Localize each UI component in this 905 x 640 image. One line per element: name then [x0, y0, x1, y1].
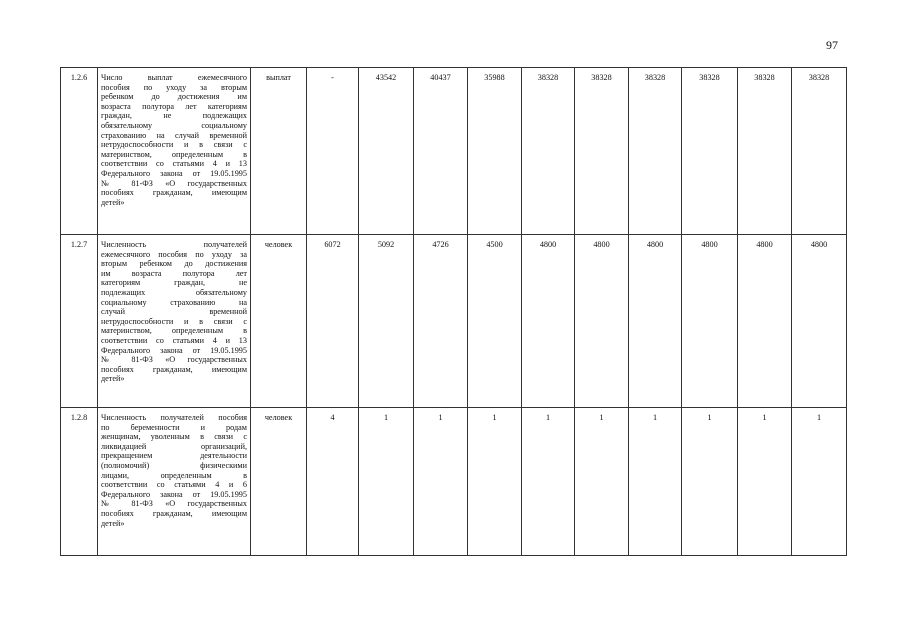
description-line: детей»	[101, 518, 125, 528]
description-line: ребенком до достижения им	[101, 92, 247, 102]
row-value-cell: 1	[522, 408, 575, 556]
row-value-cell: 38328	[629, 68, 682, 235]
row-value-cell: 4726	[414, 235, 468, 408]
description-line: женщинам, уволенным в связи с	[101, 432, 247, 442]
description-line: пособия по уходу за вторым	[101, 82, 247, 92]
row-value-cell: 1	[468, 408, 522, 556]
description-line: пособиях гражданам, имеющим	[101, 508, 247, 518]
row-value-cell: 6072	[307, 235, 359, 408]
row-unit: выплат	[251, 68, 307, 235]
row-value-cell: 1	[792, 408, 847, 556]
description-line: ежемесячного пособия по уходу за	[101, 249, 247, 259]
description-line: социальному страхованию на	[101, 297, 247, 307]
row-value-cell: 38328	[575, 68, 629, 235]
row-value-cell: -	[307, 68, 359, 235]
row-value-cell: 1	[738, 408, 792, 556]
row-value-cell: 4500	[468, 235, 522, 408]
description-line: пособиях гражданам, имеющим	[101, 188, 247, 198]
row-value-cell: 1	[575, 408, 629, 556]
description-line: Численность получателей пособия	[101, 413, 247, 422]
row-value-cell: 4800	[738, 235, 792, 408]
description-line: № 81-ФЗ «О государственных	[101, 178, 247, 188]
row-description	[98, 68, 251, 235]
description-line: ликвидацией организаций,	[101, 441, 247, 451]
row-value-cell: 4800	[682, 235, 738, 408]
row-value-cell: 1	[629, 408, 682, 556]
row-value-cell: 38328	[682, 68, 738, 235]
description-line: (полномочий) физическими	[101, 460, 247, 470]
row-value-cell: 40437	[414, 68, 468, 235]
row-value-cell: 5092	[359, 235, 414, 408]
page-number: 97	[826, 38, 838, 52]
row-value-cell: 1	[414, 408, 468, 556]
row-code: 1.2.7	[61, 235, 98, 408]
description-line: Федерального закона от 19.05.1995	[101, 489, 247, 499]
description-line: граждан, не подлежащих	[101, 111, 247, 121]
description-line: соответствии со статьями 4 и 13	[101, 159, 247, 169]
row-value-cell: 4800	[629, 235, 682, 408]
row-code: 1.2.6	[61, 68, 98, 235]
indicator-table	[60, 67, 847, 556]
description-line: нетрудоспособности и в связи с	[101, 316, 247, 326]
description-line: № 81-ФЗ «О государственных	[101, 499, 247, 509]
row-value-cell: 43542	[359, 68, 414, 235]
description-line: Численность получателей	[101, 240, 247, 249]
description-line: возраста полутора лет категориям	[101, 101, 247, 111]
row-value-cell: 38328	[522, 68, 575, 235]
description-line: Федерального закона от 19.05.1995	[101, 345, 247, 355]
table-row	[61, 68, 847, 235]
description-line: № 81-ФЗ «О государственных	[101, 355, 247, 365]
description-line: пособиях гражданам, имеющим	[101, 364, 247, 374]
row-value-cell: 1	[359, 408, 414, 556]
description-line: страхованию на случай временной	[101, 130, 247, 140]
row-unit: человек	[251, 408, 307, 556]
row-value-cell: 4800	[575, 235, 629, 408]
row-value-cell: 38328	[792, 68, 847, 235]
description-line: категориям граждан, не	[101, 278, 247, 288]
description-line: материнством, определенным в	[101, 326, 247, 336]
row-unit: человек	[251, 235, 307, 408]
table-row	[61, 408, 847, 556]
description-line: нетрудоспособности и в связи с	[101, 140, 247, 150]
row-value-cell: 4800	[792, 235, 847, 408]
description-line: им возраста полутора лет	[101, 268, 247, 278]
description-line: вторым ребенком до достижения	[101, 259, 247, 269]
row-code: 1.2.8	[61, 408, 98, 556]
description-line: подлежащих обязательному	[101, 287, 247, 297]
description-line: случай временной	[101, 307, 247, 317]
row-description	[98, 408, 251, 556]
description-line: лицами, определенным в	[101, 470, 247, 480]
description-line: материнством, определенным в	[101, 149, 247, 159]
row-value-cell: 4	[307, 408, 359, 556]
description-line: прекращением деятельности	[101, 451, 247, 461]
description-line: Число выплат ежемесячного	[101, 73, 247, 82]
description-line: соответствии со статьями 4 и 13	[101, 335, 247, 345]
description-line: по беременности и родам	[101, 422, 247, 432]
description-line: детей»	[101, 197, 125, 207]
description-line: соответствии со статьями 4 и 6	[101, 480, 247, 490]
description-line: Федерального закона от 19.05.1995	[101, 168, 247, 178]
row-description	[98, 235, 251, 408]
table-row	[61, 235, 847, 408]
row-value-cell: 4800	[522, 235, 575, 408]
row-value-cell: 1	[682, 408, 738, 556]
row-value-cell: 35988	[468, 68, 522, 235]
row-value-cell: 38328	[738, 68, 792, 235]
description-line: обязательному социальному	[101, 120, 247, 130]
description-line: детей»	[101, 374, 125, 384]
